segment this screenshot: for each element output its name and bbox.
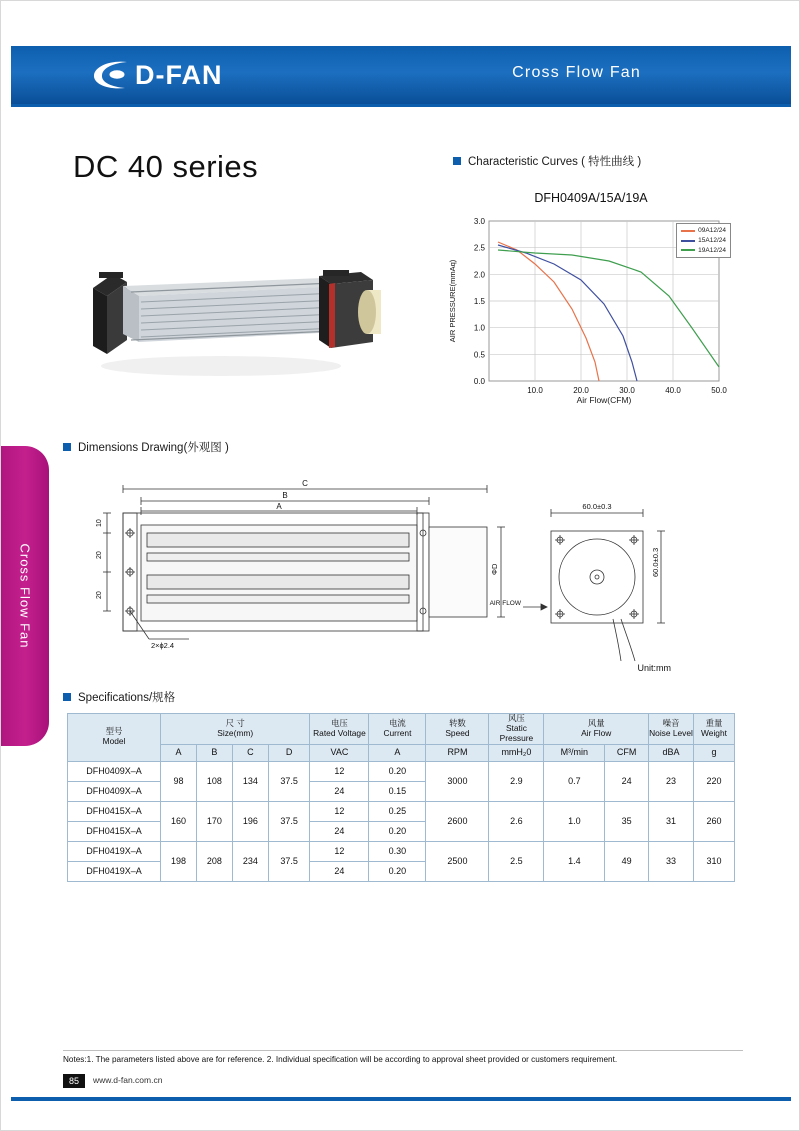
cell-current: 0.20 xyxy=(369,821,426,841)
cell-current: 0.30 xyxy=(369,841,426,861)
svg-text:1.0: 1.0 xyxy=(473,323,485,333)
swoosh-icon xyxy=(91,58,131,92)
unit-g: g xyxy=(694,744,735,761)
unit-current: A xyxy=(369,744,426,761)
cell-model: DFH0409X–A xyxy=(68,761,161,781)
cell-weight: 260 xyxy=(694,801,735,841)
section-heading-dimensions xyxy=(63,439,229,455)
header-title: Cross Flow Fan xyxy=(512,64,641,81)
cell-a: 98 xyxy=(161,761,197,801)
legend-label-09a: 09A12/24 xyxy=(698,227,726,234)
svg-text:20: 20 xyxy=(96,591,103,599)
bullet-icon xyxy=(63,693,71,701)
website-url[interactable]: www.d-fan.com.cn xyxy=(93,1075,163,1085)
cell-a: 160 xyxy=(161,801,197,841)
cell-pressure: 2.6 xyxy=(489,801,544,841)
cell-model: DFH0419X–A xyxy=(68,861,161,881)
side-tab-cross-flow-fan xyxy=(1,446,49,746)
cell-d: 37.5 xyxy=(268,761,310,801)
cell-d: 37.5 xyxy=(268,801,310,841)
cell-b: 170 xyxy=(196,801,232,841)
col-model: 型号 Model xyxy=(68,714,161,762)
cell-weight: 220 xyxy=(694,761,735,801)
page-number: 85 xyxy=(63,1074,85,1088)
table-row xyxy=(68,841,735,861)
unit-m3min: M³/min xyxy=(544,744,605,761)
header-underline xyxy=(11,104,791,107)
svg-text:1.5: 1.5 xyxy=(473,297,485,306)
svg-text:ΦD: ΦD xyxy=(490,563,499,575)
unit-c: C xyxy=(232,744,268,761)
page-title: DC 40 series xyxy=(73,149,259,184)
svg-text:B: B xyxy=(282,491,288,500)
cell-m3min: 0.7 xyxy=(544,761,605,801)
table-row xyxy=(68,761,735,781)
cell-vac: 12 xyxy=(310,841,369,861)
bullet-icon xyxy=(453,157,461,165)
unit-cfm: CFM xyxy=(605,744,649,761)
cell-b: 108 xyxy=(196,761,232,801)
svg-text:0.5: 0.5 xyxy=(473,350,485,360)
cell-cfm: 49 xyxy=(605,841,649,881)
svg-text:60.0±0.3: 60.0±0.3 xyxy=(582,502,612,511)
cell-model: DFH0415X–A xyxy=(68,801,161,821)
cell-pressure: 2.9 xyxy=(489,761,544,801)
col-size: 尺 寸 Size(mm) xyxy=(161,714,310,745)
table-row xyxy=(68,801,735,821)
cell-vac: 12 xyxy=(310,761,369,781)
cell-current: 0.25 xyxy=(369,801,426,821)
svg-text:30.0: 30.0 xyxy=(619,386,635,395)
col-rated-voltage: 电压 Rated Voltage xyxy=(310,714,369,745)
cell-c: 196 xyxy=(232,801,268,841)
svg-text:20.0: 20.0 xyxy=(573,386,589,395)
legend-swatch-09a xyxy=(681,230,695,232)
chart-legend xyxy=(676,223,731,258)
svg-text:0.0: 0.0 xyxy=(473,377,485,386)
section-heading-curves xyxy=(453,153,641,169)
section-heading-curves-label: Characteristic Curves ( 特性曲线 ) xyxy=(468,156,642,168)
legend-swatch-15a xyxy=(681,240,695,242)
cell-dba: 31 xyxy=(649,801,694,841)
cell-rpm: 2500 xyxy=(426,841,489,881)
svg-text:AIR PRESSURE(mmAq): AIR PRESSURE(mmAq) xyxy=(448,259,457,343)
cell-vac: 24 xyxy=(310,781,369,801)
brand-logo xyxy=(91,54,341,96)
svg-text:40.0: 40.0 xyxy=(665,386,681,395)
unit-vac: VAC xyxy=(310,744,369,761)
col-noise-level: 噪音 Noise Level xyxy=(649,714,694,745)
legend-item xyxy=(681,226,726,236)
section-heading-specifications xyxy=(63,689,175,705)
legend-label-19a: 19A12/24 xyxy=(698,246,726,254)
cell-rpm: 3000 xyxy=(426,761,489,801)
cell-vac: 24 xyxy=(310,821,369,841)
footer-bar xyxy=(11,1097,791,1101)
side-tab-label: Cross Flow Fan xyxy=(17,543,33,649)
svg-text:AIR FLOW: AIR FLOW xyxy=(489,600,521,607)
unit-b: B xyxy=(196,744,232,761)
col-static-pressure: 风压 Static Pressure xyxy=(489,714,544,745)
cell-m3min: 1.0 xyxy=(544,801,605,841)
cell-vac: 12 xyxy=(310,801,369,821)
cell-cfm: 35 xyxy=(605,801,649,841)
legend-label-15a: 15A12/24 xyxy=(698,236,726,244)
page-header xyxy=(11,46,791,104)
col-speed: 转数 Speed xyxy=(426,714,489,745)
cell-dba: 23 xyxy=(649,761,694,801)
chart-title: DFH0409A/15A/19A xyxy=(534,191,648,205)
cell-model: DFH0419X–A xyxy=(68,841,161,861)
col-current: 电流 Current xyxy=(369,714,426,745)
table-header-row-1 xyxy=(68,714,735,745)
logo-text: D-FAN xyxy=(135,59,223,90)
cell-current: 0.15 xyxy=(369,781,426,801)
svg-text:3.0: 3.0 xyxy=(473,217,485,226)
specifications-table xyxy=(67,713,735,882)
cell-m3min: 1.4 xyxy=(544,841,605,881)
svg-text:60.0±0.3: 60.0±0.3 xyxy=(651,547,660,577)
unit-d: D xyxy=(268,744,310,761)
cell-c: 134 xyxy=(232,761,268,801)
bullet-icon xyxy=(63,443,71,451)
cell-model: DFH0415X–A xyxy=(68,821,161,841)
cell-current: 0.20 xyxy=(369,761,426,781)
svg-text:2.0: 2.0 xyxy=(473,270,485,280)
footer-divider xyxy=(63,1050,743,1051)
footer-notes: Notes:1. The parameters listed above are for reference. 2. Individual specification will be according to approval sheet provided or customers requirement. xyxy=(63,1055,618,1064)
svg-text:2×ɸ2.4: 2×ɸ2.4 xyxy=(151,641,175,650)
unit-dba: dBA xyxy=(649,744,694,761)
unit-rpm: RPM xyxy=(426,744,489,761)
cell-d: 37.5 xyxy=(268,841,310,881)
cell-pressure: 2.5 xyxy=(489,841,544,881)
cell-a: 198 xyxy=(161,841,197,881)
dimensions-drawing xyxy=(61,471,741,671)
table-head xyxy=(68,714,735,762)
col-air-flow: 风量 Air Flow xyxy=(544,714,649,745)
characteristic-curves-chart xyxy=(441,191,741,411)
cell-vac: 24 xyxy=(310,861,369,881)
chart-xlabel: Air Flow(CFM) xyxy=(576,395,632,405)
legend-swatch-19a xyxy=(681,249,695,251)
cell-dba: 33 xyxy=(649,841,694,881)
product-photo xyxy=(71,226,381,386)
svg-text:20: 20 xyxy=(96,551,103,559)
cell-weight: 310 xyxy=(694,841,735,881)
svg-text:10: 10 xyxy=(96,519,103,527)
cell-model: DFH0409X–A xyxy=(68,781,161,801)
col-weight: 重量 Weight xyxy=(694,714,735,745)
svg-text:2.5: 2.5 xyxy=(473,243,485,253)
svg-text:C: C xyxy=(302,479,308,488)
svg-text:A: A xyxy=(276,502,282,511)
cell-c: 234 xyxy=(232,841,268,881)
unit-pressure: mmH₂0 xyxy=(489,744,544,761)
table-body xyxy=(68,761,735,881)
unit-label: Unit:mm xyxy=(637,663,671,673)
cell-rpm: 2600 xyxy=(426,801,489,841)
svg-text:10.0: 10.0 xyxy=(527,386,543,395)
cell-cfm: 24 xyxy=(605,761,649,801)
cell-b: 208 xyxy=(196,841,232,881)
svg-text:50.0: 50.0 xyxy=(711,386,727,395)
section-heading-specifications-label: Specifications/规格 xyxy=(78,692,176,704)
table-header-row-2 xyxy=(68,744,735,761)
cell-current: 0.20 xyxy=(369,861,426,881)
legend-item xyxy=(681,236,726,246)
unit-a: A xyxy=(161,744,197,761)
legend-item xyxy=(681,246,726,256)
section-heading-dimensions-label: Dimensions Drawing(外观图 ) xyxy=(78,442,229,454)
